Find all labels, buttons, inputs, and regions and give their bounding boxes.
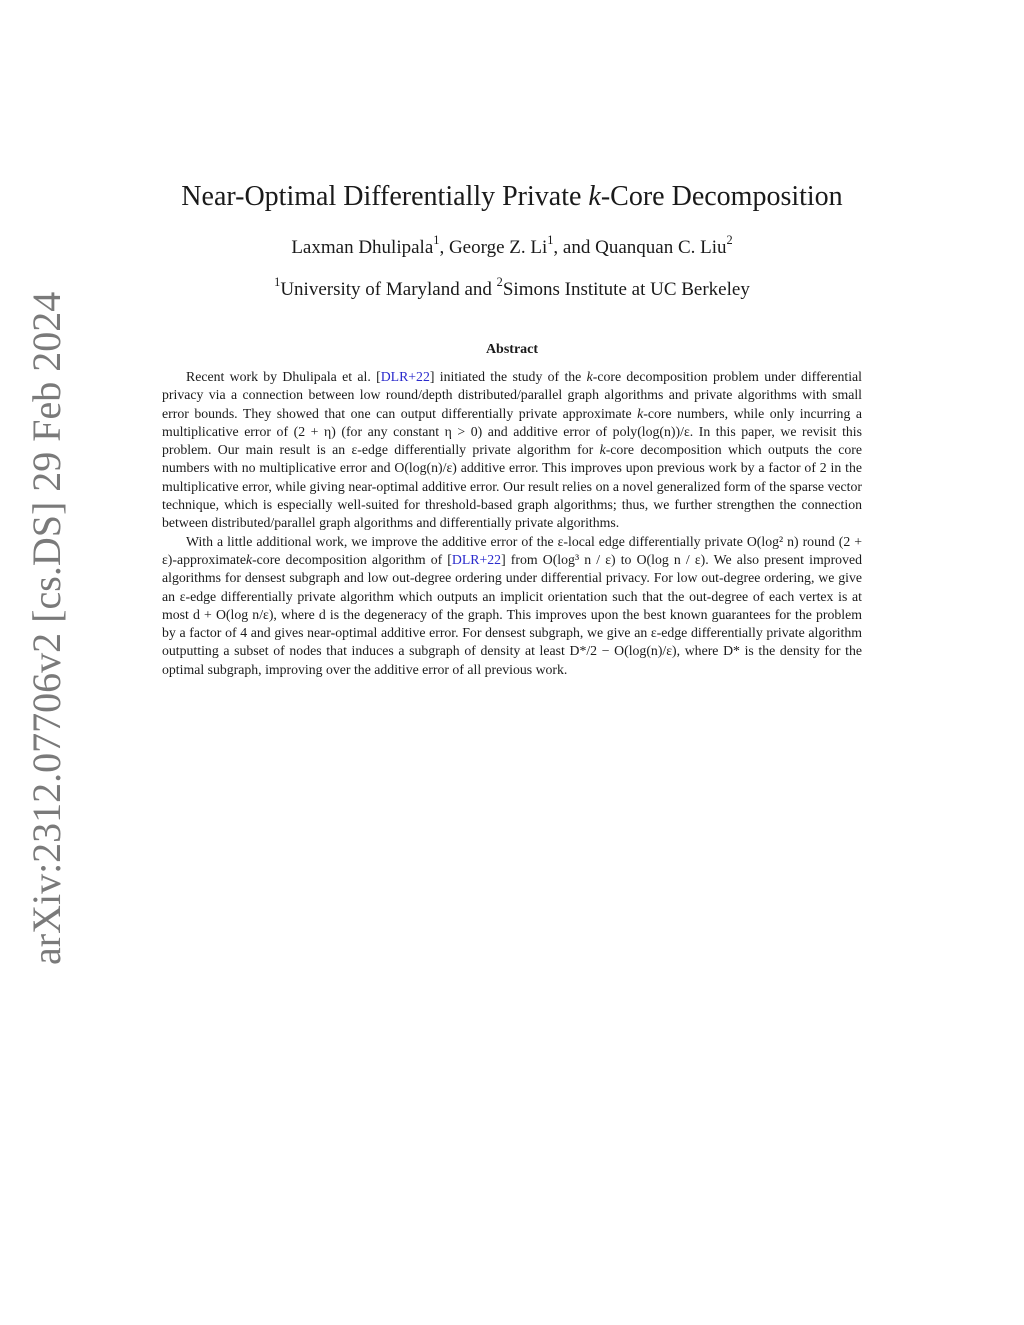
author-3: , and Quanquan C. Liu <box>553 237 727 258</box>
p2-text-2: -core decomposition algorithm of [ <box>252 551 452 567</box>
author-3-affil: 2 <box>726 232 733 247</box>
p2-text-1: With a little additional work, we improve the additive error of the ε-local edge differentially private O(log² n) round (2 + ε)-approximate <box>162 533 862 567</box>
affiliations <box>0 276 1024 304</box>
p1-k-1: k <box>586 369 593 384</box>
author-2-affil: 1 <box>547 232 554 247</box>
abstract-body <box>162 368 862 679</box>
author-list <box>0 234 1024 262</box>
p1-text-2: ] initiated the study of the <box>429 369 587 384</box>
title-part-1: Near-Optimal Differentially Private <box>181 181 589 212</box>
p2-text-3: ] from O(log³ n / ε) to O(log n / ε). We also present improved algorithms for densest subgraph and low out-degree ordering under differential privacy. For low out-degree ordering, we give an ε-edge differentially private algorithm which outputs an implicit orientation such that the out-degree of each vertex is at most d + O(log n/ε), where d is the degeneracy of the graph. This improves upon the best known guarantees for the problem by a factor of 4 and gives near-optimal additive error. For densest subgraph, we give an ε-edge differentially private algorithm outputting a subset of nodes that induces a subgraph of density at least D*/2 − O(log(n)/ε), where D* is the density for the optimal subgraph, improving over the additive error of all previous work. <box>162 551 862 677</box>
title-part-2: -Core Decomposition <box>600 181 843 212</box>
p2-k-1: k <box>245 551 253 567</box>
title-k: k <box>588 181 601 212</box>
p1-k-3: k <box>599 442 606 458</box>
p1-text-4: -core numbers, while only incurring a multiplicative error of (2 + η) (for any constant η > 0) and additive error of poly(log(n))/ε. In this paper, we revisit this problem. Our main result is an ε-edge differentially private algorithm for <box>162 405 862 458</box>
author-1-affil: 1 <box>433 232 440 247</box>
p1-text-1: Recent work by Dhulipala et al. [ <box>186 369 381 384</box>
affil-2: Simons Institute at UC Berkeley <box>502 279 750 300</box>
abstract-heading: Abstract <box>485 342 539 357</box>
abstract-paragraph-2 <box>162 533 862 679</box>
citation-link-2[interactable]: DLR+22 <box>451 551 502 567</box>
citation-link[interactable]: DLR+22 <box>380 369 430 384</box>
p1-text-5: -core decomposition which outputs the core numbers with no multiplicative error and O(log(n)/ε) additive error. This improves upon previous work by a factor of 2 in the multiplicative error, while giving near-optimal additive error. Our result relies on a novel generalized form of the sparse vector technique, which is especially well-suited for threshold-based graph algorithms; thus, we further strengthen the connection between distributed/parallel graph algorithms and differentially private algorithms. <box>162 442 863 531</box>
abstract-paragraph-1 <box>162 368 862 533</box>
p1-k-2: k <box>637 405 644 421</box>
author-1: Laxman Dhulipala <box>291 237 434 258</box>
p1-text-3: -core decomposition problem under differential privacy via a connection between low round/depth distributed/parallel graph algorithms and private algorithms with small error bounds. They showed that one can output differentially private approximate <box>162 369 862 421</box>
author-2: , George Z. Li <box>439 237 548 258</box>
affil-1-marker: 1 <box>274 274 281 289</box>
affil-2-marker: 2 <box>496 274 503 289</box>
arxiv-identifier: arXiv:2312.07706v2 [cs.DS] 29 Feb 2024 <box>24 291 69 965</box>
paper-title <box>0 180 1024 214</box>
affil-1: University of Maryland and <box>280 279 497 300</box>
